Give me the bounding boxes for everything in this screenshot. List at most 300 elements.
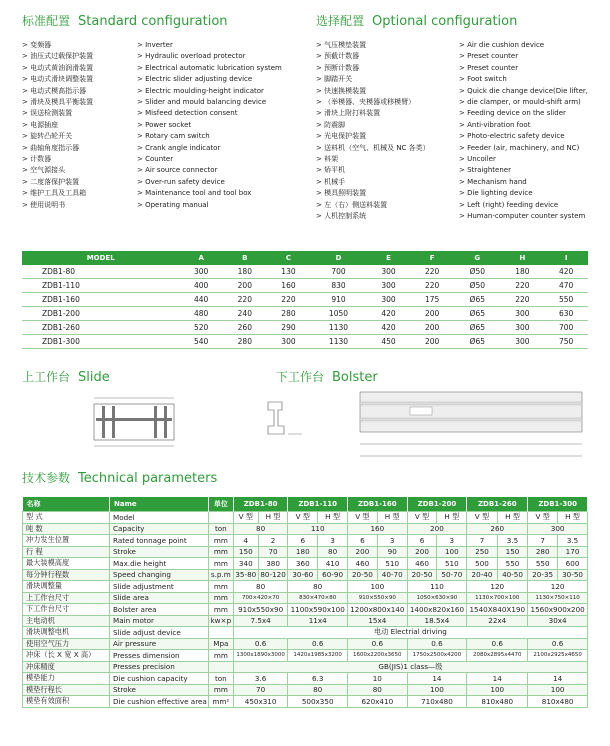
model-dimension-table [22, 251, 588, 349]
param-value: 1100x590x100 [288, 604, 348, 616]
table-cell: 420 [367, 321, 411, 335]
table-row [23, 569, 588, 581]
param-value: 20-40 [467, 569, 498, 581]
param-value: 2100x2925x4650 [528, 650, 588, 662]
standard-config-title [22, 12, 228, 29]
list-item: > 气压模垫装置 [316, 40, 430, 51]
table-cell: 520 [179, 321, 223, 335]
table-cell: ZDB1-160 [22, 293, 179, 307]
table-row [22, 307, 588, 321]
param-unit: mm [208, 650, 233, 662]
table-row [23, 581, 588, 593]
param-value: 260 [467, 523, 528, 535]
param-name-en: Stroke [110, 684, 209, 696]
param-value: 80 [318, 546, 348, 558]
list-item: > Feeding device on the slider [459, 108, 588, 119]
bolster-title-cn: 下工作台 [276, 370, 325, 384]
list-item: > （举模器、夹模器或移模臂） [316, 97, 430, 108]
list-item: > Operating manual [137, 200, 282, 211]
param-value: 80 [288, 581, 348, 593]
column-header: B [223, 251, 267, 265]
column-header: I [544, 251, 588, 265]
table-cell: 910 [310, 293, 366, 307]
list-item: > Feeder (air, machinery, and NC) [459, 143, 588, 154]
table-row [23, 650, 588, 662]
param-value: V 型 [233, 512, 258, 524]
param-value: 0.6 [528, 638, 588, 650]
param-value: 120 [528, 581, 588, 593]
param-value: 7 [467, 535, 498, 547]
table-cell: Ø65 [454, 293, 501, 307]
param-value: 1200x800x140 [348, 604, 408, 616]
table-cell: 280 [223, 335, 267, 349]
list-item: > 电源插座 [22, 120, 93, 131]
table-cell: 1130 [310, 335, 366, 349]
table-cell: 1050 [310, 307, 366, 321]
list-item: > 二度落保护装置 [22, 177, 93, 188]
param-value: 6 [348, 535, 378, 547]
table-cell: Ø65 [454, 321, 501, 335]
param-name-en: Die cushion capacity [110, 673, 209, 685]
table-cell: 300 [179, 265, 223, 279]
param-name-en: Presses dimension [110, 650, 209, 662]
param-value: 0.6 [233, 638, 288, 650]
table-cell: 200 [223, 279, 267, 293]
param-value: 500 [467, 558, 498, 570]
column-header: D [310, 251, 366, 265]
param-name-cn: 最大装模高度 [23, 558, 110, 570]
list-item: > Inverter [137, 40, 282, 51]
param-value: 20-35 [528, 569, 558, 581]
list-item: > Rotary cam switch [137, 131, 282, 142]
table-cell: ZDB1-200 [22, 307, 179, 321]
slide-title-en: Slide [78, 370, 110, 385]
param-name-en: Model [110, 512, 209, 524]
table-cell: ZDB1-260 [22, 321, 179, 335]
param-value: 600 [558, 558, 588, 570]
param-value: 910×550×90 [348, 592, 408, 604]
param-value: 40-50 [497, 569, 528, 581]
table-row [23, 604, 588, 616]
param-unit: Mpa [208, 638, 233, 650]
table-cell: 540 [179, 335, 223, 349]
param-value: 500x350 [288, 696, 348, 708]
standard-title-en: Standard configuration [78, 14, 228, 29]
param-value: 700×420×70 [233, 592, 288, 604]
technical-parameters-table [22, 497, 588, 708]
param-value: 3 [377, 535, 407, 547]
param-name-cn: 冲力发生位置 [23, 535, 110, 547]
param-value: 110 [407, 581, 467, 593]
param-value: 60-90 [318, 569, 348, 581]
table-row [23, 512, 588, 524]
param-value: 14 [467, 673, 528, 685]
table-cell: 240 [223, 307, 267, 321]
param-value: 100 [467, 684, 528, 696]
table-cell: 470 [544, 279, 588, 293]
param-value: 7 [528, 535, 558, 547]
param-value: 6 [288, 535, 318, 547]
table-cell: 300 [501, 307, 545, 321]
param-unit: ton [208, 673, 233, 685]
list-item: > 旋转凸轮开关 [22, 131, 93, 142]
param-value: 1540X840X190 [467, 604, 528, 616]
param-value: 1050×630×90 [407, 592, 467, 604]
param-value: 0.6 [288, 638, 348, 650]
param-value: 360 [288, 558, 318, 570]
param-value: 460 [407, 558, 437, 570]
param-value: 180 [288, 546, 318, 558]
list-item: > Uncoiler [459, 154, 588, 165]
param-name-en: Max.die height [110, 558, 209, 570]
technical-title [22, 469, 217, 486]
param-value: GB(JIS)1 class—级 [233, 661, 587, 673]
table-cell: 750 [544, 335, 588, 349]
param-name-en: Main motor [110, 615, 209, 627]
list-item: > 矫平机 [316, 165, 430, 176]
list-item: > Preset counter [459, 63, 588, 74]
list-item: > Left (right) feeding device [459, 200, 588, 211]
table-cell: 260 [223, 321, 267, 335]
list-item: > 快速换模装置 [316, 86, 430, 97]
list-item: > Air source connector [137, 165, 282, 176]
param-value: 200 [407, 523, 467, 535]
param-value: 340 [233, 558, 258, 570]
param-value: 15x4 [348, 615, 408, 627]
column-header: E [367, 251, 411, 265]
param-unit: mm [208, 535, 233, 547]
param-value: H 型 [497, 512, 528, 524]
param-name-cn: 模垫有效面积 [23, 696, 110, 708]
param-name-cn: 主电动机 [23, 615, 110, 627]
column-header: C [267, 251, 311, 265]
slide-title-cn: 上工作台 [22, 370, 71, 384]
list-item: > Power socket [137, 120, 282, 131]
list-item: > 滑块及模具平衡装置 [22, 97, 93, 108]
param-value: 1130×750×110 [528, 592, 588, 604]
param-value: 450x310 [233, 696, 288, 708]
param-value: 100 [407, 684, 467, 696]
table-cell: 300 [367, 279, 411, 293]
param-value: 0.6 [348, 638, 408, 650]
column-header: H [501, 251, 545, 265]
param-value: V 型 [407, 512, 437, 524]
bolster-title-en: Bolster [332, 370, 378, 385]
param-unit: mm [208, 546, 233, 558]
table-row [23, 627, 588, 639]
param-value: 810x480 [528, 696, 588, 708]
param-value: 510 [377, 558, 407, 570]
param-unit: mm [208, 581, 233, 593]
table-row [23, 684, 588, 696]
table-cell: ZDB1-300 [22, 335, 179, 349]
list-item: > 曲轴角度指示器 [22, 143, 93, 154]
table-cell: 300 [501, 335, 545, 349]
bolster-drawing [350, 388, 590, 466]
column-header: Name [110, 497, 209, 512]
param-unit: mm [208, 592, 233, 604]
optional-title-en: Optional configuration [372, 14, 518, 29]
table-row [23, 558, 588, 570]
param-value: 6 [407, 535, 437, 547]
table-cell: 290 [267, 321, 311, 335]
optional-list-cn [316, 40, 430, 223]
param-value: 3.5 [497, 535, 528, 547]
table-cell: 700 [544, 321, 588, 335]
param-name-en: Bolster area [110, 604, 209, 616]
list-item: > Preset counter [459, 51, 588, 62]
table-cell: 480 [179, 307, 223, 321]
list-item: > 维护工具及工具箱 [22, 188, 93, 199]
param-value: 70 [233, 684, 288, 696]
column-header: 名称 [23, 497, 110, 512]
param-name-en: Slide adjust device [110, 627, 209, 639]
param-name-cn: 滑块调整量 [23, 581, 110, 593]
list-item: > Anti-vibration foot [459, 120, 588, 131]
param-name-cn: 模垫能力 [23, 673, 110, 685]
table-cell: 220 [410, 279, 454, 293]
column-header: A [179, 251, 223, 265]
list-item: > die clamper, or mould-shift arm) [459, 97, 588, 108]
param-value: 50-70 [437, 569, 467, 581]
param-name-en: Air pressure [110, 638, 209, 650]
param-value: 1130×700×100 [467, 592, 528, 604]
param-value: 4 [233, 535, 258, 547]
param-value: 2 [258, 535, 288, 547]
param-value: 80 [288, 684, 348, 696]
table-cell: Ø65 [454, 335, 501, 349]
param-value: 150 [497, 546, 528, 558]
param-value: H 型 [377, 512, 407, 524]
param-value: 200 [407, 546, 437, 558]
param-value: V 型 [467, 512, 498, 524]
param-name-en: Capacity [110, 523, 209, 535]
param-value: 30-50 [558, 569, 588, 581]
table-cell: 300 [367, 293, 411, 307]
table-cell: 180 [501, 265, 545, 279]
bolster-section-drawing [262, 396, 342, 446]
table-cell: 830 [310, 279, 366, 293]
optional-list-en [459, 40, 588, 223]
param-value: 20-50 [407, 569, 437, 581]
param-value: 160 [348, 523, 408, 535]
table-cell: 220 [410, 265, 454, 279]
list-item: > 模具照明装置 [316, 188, 430, 199]
param-value: 1400x820x160 [407, 604, 467, 616]
table-cell: 700 [310, 265, 366, 279]
optional-config-title [316, 12, 517, 29]
param-name-cn: 上工作台尺寸 [23, 592, 110, 604]
list-item: > Maintenance tool and tool box [137, 188, 282, 199]
param-value: 170 [558, 546, 588, 558]
param-value: 电动 Electrial driving [233, 627, 587, 639]
slide-title [22, 368, 110, 385]
model-table-header [22, 251, 588, 265]
list-item: > Mechanism hand [459, 177, 588, 188]
param-name-en: Speed changing [110, 569, 209, 581]
list-item: > 空气源接头 [22, 165, 93, 176]
standard-list-cn [22, 40, 93, 211]
param-value: 110 [288, 523, 348, 535]
param-unit: mm [208, 684, 233, 696]
table-row [23, 523, 588, 535]
param-value: 80 [233, 581, 288, 593]
table-cell: 450 [367, 335, 411, 349]
param-value: H 型 [258, 512, 288, 524]
param-value: 200 [348, 546, 378, 558]
param-name-en: Die cushion effective area [110, 696, 209, 708]
list-item: > 左（右）侧送料装置 [316, 200, 430, 211]
list-item: > 防震脚 [316, 120, 430, 131]
table-cell: 630 [544, 307, 588, 321]
param-value: V 型 [348, 512, 378, 524]
param-value: 0.6 [407, 638, 467, 650]
param-value: 0.6 [467, 638, 528, 650]
param-value: 35-80 [235, 570, 257, 580]
param-value: 30x4 [528, 615, 588, 627]
table-cell: 550 [544, 293, 588, 307]
list-item: > 滑块上附打料装置 [316, 108, 430, 119]
param-unit: ton [208, 523, 233, 535]
column-header: ZDB1-200 [407, 497, 467, 512]
list-item: > Quick die change device(Die lifter, [459, 86, 588, 97]
table-cell: 300 [367, 265, 411, 279]
param-unit [208, 512, 233, 524]
table-cell: 220 [501, 293, 545, 307]
list-item: > 油压式过载保护装置 [22, 51, 93, 62]
column-header: MODEL [22, 251, 179, 265]
param-value: 70 [258, 546, 288, 558]
param-name-cn: 型 式 [23, 512, 110, 524]
table-row [23, 673, 588, 685]
list-item: > Electric moulding-height indicator [137, 86, 282, 97]
param-value: 30-60 [288, 569, 318, 581]
param-value: 3.5 [558, 535, 588, 547]
table-cell: 130 [267, 265, 311, 279]
param-unit: s.p.m [208, 569, 233, 581]
param-value: 14 [528, 673, 588, 685]
param-value: 280 [528, 546, 558, 558]
table-cell: 420 [367, 307, 411, 321]
param-value: 100 [348, 581, 408, 593]
list-item: > Die lighting device [459, 188, 588, 199]
list-item: > 送料机（空气、机械及 NC 各类） [316, 143, 430, 154]
list-item: > 人机控制系统 [316, 211, 430, 222]
table-cell: 180 [223, 265, 267, 279]
list-item: > 计数器 [22, 154, 93, 165]
table-cell: 220 [501, 279, 545, 293]
list-item: > 电动式滑块调整装置 [22, 74, 93, 85]
slide-drawing [80, 392, 200, 452]
param-value: 3 [437, 535, 467, 547]
param-value: 380 [258, 558, 288, 570]
param-value: V 型 [288, 512, 318, 524]
param-value: 810x480 [467, 696, 528, 708]
list-item: > 料架 [316, 154, 430, 165]
list-item: > 使用说明书 [22, 200, 93, 211]
table-cell: 200 [410, 335, 454, 349]
table-row [23, 546, 588, 558]
param-value: 550 [497, 558, 528, 570]
table-cell: 400 [179, 279, 223, 293]
param-value: V 型 [528, 512, 558, 524]
param-value: 1420x1985x3200 [288, 650, 348, 662]
list-item: > Hydraulic overload protector [137, 51, 282, 62]
param-name-en: Rated tonnage point [110, 535, 209, 547]
table-row [23, 661, 588, 673]
table-cell: 440 [179, 293, 223, 307]
param-value: 3 [318, 535, 348, 547]
list-item: > Electric slider adjusting device [137, 74, 282, 85]
param-name-cn: 使用空气压力 [23, 638, 110, 650]
table-row [22, 335, 588, 349]
param-value: 120 [467, 581, 528, 593]
param-name-en: Presses precision [110, 661, 209, 673]
param-unit: mm [208, 604, 233, 616]
table-row [23, 535, 588, 547]
column-header: G [454, 251, 501, 265]
list-item: > Straightener [459, 165, 588, 176]
param-value: 3.6 [233, 673, 288, 685]
table-cell: 220 [223, 293, 267, 307]
table-row [23, 615, 588, 627]
param-unit [208, 661, 233, 673]
param-value: 410 [318, 558, 348, 570]
table-row [22, 293, 588, 307]
param-value: 620x410 [348, 696, 408, 708]
list-item: > 变频器 [22, 40, 93, 51]
param-value: 1300x1890x3000 [233, 650, 288, 662]
table-cell: 175 [410, 293, 454, 307]
param-name-en: Stroke [110, 546, 209, 558]
param-value: 20-50 [348, 569, 378, 581]
param-name-cn: 冲床（长 X 宽 X 高） [23, 650, 110, 662]
list-item: > Misfeed detection consent [137, 108, 282, 119]
param-name-cn: 下工作台尺寸 [23, 604, 110, 616]
list-item: > Human-computer counter system [459, 211, 588, 222]
list-item: > 光电保护装置 [316, 131, 430, 142]
column-header: ZDB1-300 [528, 497, 588, 512]
table-cell: 200 [410, 321, 454, 335]
table-cell: 160 [267, 279, 311, 293]
table-cell: Ø65 [454, 307, 501, 321]
param-unit: mm [208, 558, 233, 570]
param-value: 710x480 [407, 696, 467, 708]
param-value: 510 [437, 558, 467, 570]
list-item: > 电动式黄油润滑装置 [22, 63, 93, 74]
table-cell: 220 [267, 293, 311, 307]
param-name-en: Slide area [110, 592, 209, 604]
list-item: > 预截计数器 [316, 51, 430, 62]
list-item: > Crank angle indicator [137, 143, 282, 154]
table-row [22, 321, 588, 335]
param-value: 6.3 [288, 673, 348, 685]
table-cell: Ø50 [454, 265, 501, 279]
param-value: 40-70 [377, 569, 407, 581]
param-value: 10 [348, 673, 408, 685]
param-value: 7.5x4 [233, 615, 288, 627]
param-value: H 型 [437, 512, 467, 524]
param-value: 1750x2500x4200 [407, 650, 467, 662]
param-value: 80 [233, 523, 288, 535]
list-item: > Photo-electric safety device [459, 131, 588, 142]
param-value: 1560x900x200 [528, 604, 588, 616]
table-cell: 200 [410, 307, 454, 321]
param-value: 22x4 [467, 615, 528, 627]
param-value: H 型 [318, 512, 348, 524]
table-cell: Ø50 [454, 279, 501, 293]
column-header: ZDB1-110 [288, 497, 348, 512]
